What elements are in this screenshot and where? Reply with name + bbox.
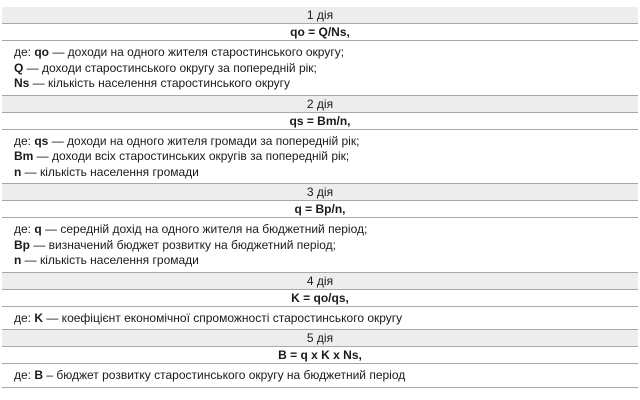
- description-line: [14, 368, 638, 384]
- step-description: [2, 364, 638, 388]
- line-prefix: де:: [14, 45, 35, 59]
- description-line: [14, 238, 638, 254]
- step-title: 2 дія: [2, 96, 638, 113]
- step-4: [2, 273, 638, 331]
- line-text: — коефіцієнт економічної спроможності старостинського округу: [43, 310, 403, 325]
- line-symbol: qo: [34, 45, 50, 59]
- line-text: — доходи старостинського округу за попередній рік;: [23, 60, 317, 75]
- step-2: [2, 96, 638, 185]
- line-text: — визначений бюджет розвитку на бюджетний період;: [30, 237, 336, 252]
- line-symbol: K: [34, 310, 44, 325]
- line-prefix: де:: [14, 310, 35, 325]
- line-text: — доходи на одного жителя старостинського округу;: [49, 45, 345, 59]
- line-text: — доходи на одного жителя громади за попередній рік;: [48, 133, 360, 148]
- line-prefix: де:: [14, 368, 35, 382]
- line-text: — кількість населення громади: [21, 164, 199, 179]
- description-line: [14, 222, 638, 238]
- line-prefix: де:: [14, 222, 35, 236]
- step-3: [2, 184, 638, 273]
- description-line: [14, 61, 638, 77]
- step-description: [2, 307, 638, 331]
- line-symbol: Bp: [14, 237, 30, 252]
- description-line: [14, 311, 638, 327]
- step-formula: qo = Q/Ns,: [2, 24, 638, 41]
- line-text: – бюджет розвитку старостинського округу на бюджетний період: [43, 368, 406, 382]
- step-1: [2, 7, 638, 96]
- line-text: — доходи всіх старостинських округів за попередній рік;: [33, 149, 350, 163]
- step-formula: B = q x K x Ns,: [2, 347, 638, 364]
- line-symbol: B: [34, 368, 44, 382]
- line-text: — середній дохід на одного жителя на бюджетний період;: [41, 222, 368, 236]
- line-symbol: qs: [34, 133, 49, 148]
- step-description: [2, 41, 638, 96]
- step-formula: qs = Bm/n,: [2, 113, 638, 130]
- step-title: 1 дія: [2, 7, 638, 24]
- line-symbol: Bm: [14, 149, 34, 163]
- steps-table: [2, 7, 638, 388]
- step-formula: q = Bp/n,: [2, 201, 638, 218]
- line-text: — кількість населення громади: [21, 253, 199, 267]
- description-line: [14, 165, 638, 181]
- step-description: [2, 130, 638, 185]
- step-title: 4 дія: [2, 273, 638, 290]
- line-symbol: Q: [14, 60, 24, 75]
- line-symbol: n: [14, 253, 22, 267]
- step-5: [2, 330, 638, 388]
- description-line: [14, 76, 638, 92]
- description-line: [14, 134, 638, 150]
- line-symbol: Ns: [14, 76, 30, 90]
- step-title: 3 дія: [2, 184, 638, 201]
- step-title: 5 дія: [2, 330, 638, 347]
- description-line: [14, 149, 638, 165]
- step-formula: K = qo/qs,: [2, 290, 638, 307]
- line-prefix: де:: [14, 133, 35, 148]
- description-line: [14, 253, 638, 269]
- line-symbol: q: [34, 222, 42, 236]
- step-description: [2, 218, 638, 273]
- line-text: — кількість населення старостинського округу: [29, 76, 290, 90]
- description-line: [14, 45, 638, 61]
- line-symbol: n: [14, 164, 22, 179]
